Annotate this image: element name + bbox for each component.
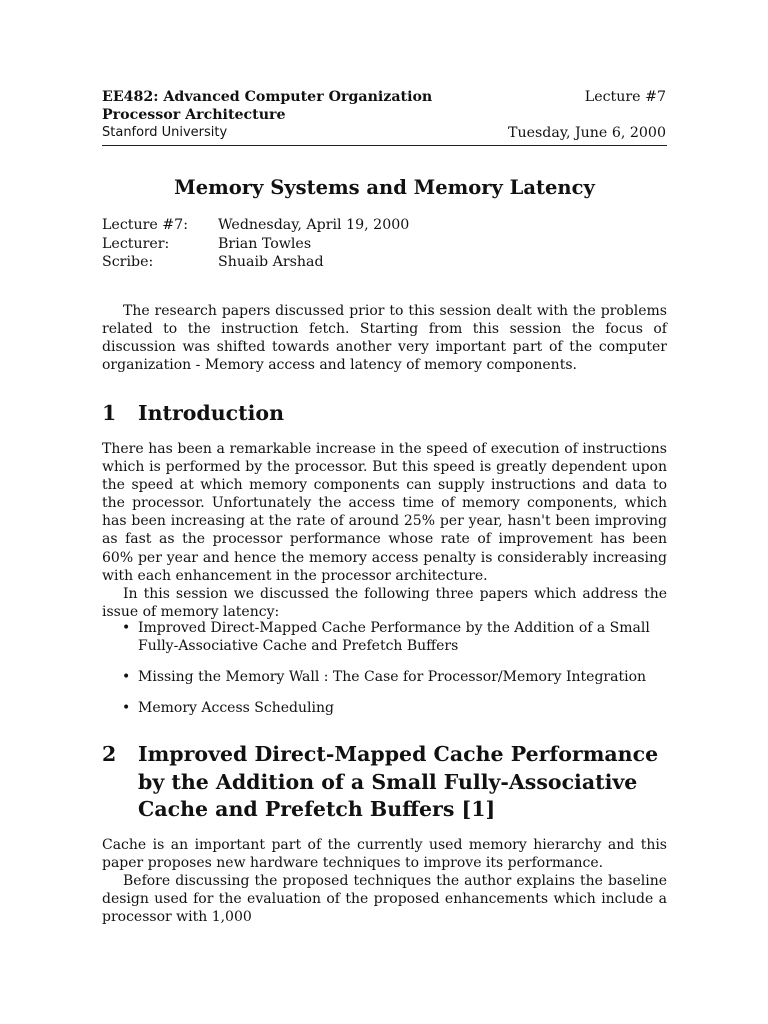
subject-name: Processor Architecture [102,107,286,123]
list-item [102,619,667,655]
lecture-header [102,88,666,142]
meta-key: Lecture #7: [102,217,188,233]
meta-row [102,253,409,272]
university-name: Stanford University [102,125,228,140]
list-item-text: Memory Access Scheduling [138,700,334,717]
section-title: Introduction [138,401,284,425]
paragraph-text: There has been a remarkable increase in the speed of execution of instructions which is performed by the processor. But this speed is greatly dependent upon the speed at which memory components can supply instructions and data to the processor. Unfortunately the access time of memory components, which has been increasing at the rate of around 25% per year, hasn't been improving as fast as the processor performance whose rate of improvement has been 60% per year and hence the memory access penalty is considerably increasing with each enhancement in the processor architecture. [102,441,667,584]
meta-value: Wednesday, April 19, 2000 [218,217,410,233]
meta-value: Shuaib Arshad [218,254,324,270]
list-item-text: Missing the Memory Wall : The Case for Processor/Memory Integration [138,669,647,686]
meta-row [102,216,409,235]
course-name: EE482: Advanced Computer Organization [102,89,433,105]
lecture-tag: Lecture #7 [584,89,666,105]
section-number: 1 [102,401,117,425]
meta-key: Scribe: [102,254,154,270]
list-item [102,699,667,717]
list-item-text: Improved Direct-Mapped Cache Performance by the Addition of a Small Fully-Associative Cache and Prefetch Buffers [138,620,650,655]
paragraph-text: Cache is an important part of the currently used memory hierarchy and this paper proposes new hardware techniques to improve its performance. [102,837,667,872]
paragraph-text: The research papers discussed prior to this session dealt with the problems related to the instruction fetch. Starting from this session the focus of discussion was shifted towards another very important part of the computer organization - Memory access and latency of memory components. [102,303,667,374]
section-1-heading [102,400,667,428]
section-number: 2 [102,742,117,766]
section-1-body [102,440,667,621]
meta-row [102,235,409,254]
section-2-heading [102,741,667,824]
header-date: Tuesday, June 6, 2000 [508,125,666,141]
list-item [102,668,667,686]
bullet-icon: • [122,620,131,636]
lecture-meta [102,216,409,272]
header-rule [102,145,667,146]
paragraph-text: In this session we discussed the following three papers which address the issue of memory latency: [102,585,667,620]
meta-value: Brian Towles [218,235,312,252]
paper-list [102,619,667,730]
paragraph-text: Before discussing the proposed techniques the author explains the baseline design used for the evaluation of the proposed enhancements which include a processor with 1,000 [102,873,667,926]
intro-paragraph [102,302,667,374]
bullet-icon: • [122,700,131,717]
page-title: Memory Systems and Memory Latency [174,176,595,199]
bullet-icon: • [122,669,131,686]
meta-key: Lecturer: [102,235,170,252]
section-2-body [102,836,667,926]
section-title: Improved Direct-Mapped Cache Performance by the Addition of a Small Fully-Associative Cache and Prefetch Buffers [1] [138,742,659,821]
